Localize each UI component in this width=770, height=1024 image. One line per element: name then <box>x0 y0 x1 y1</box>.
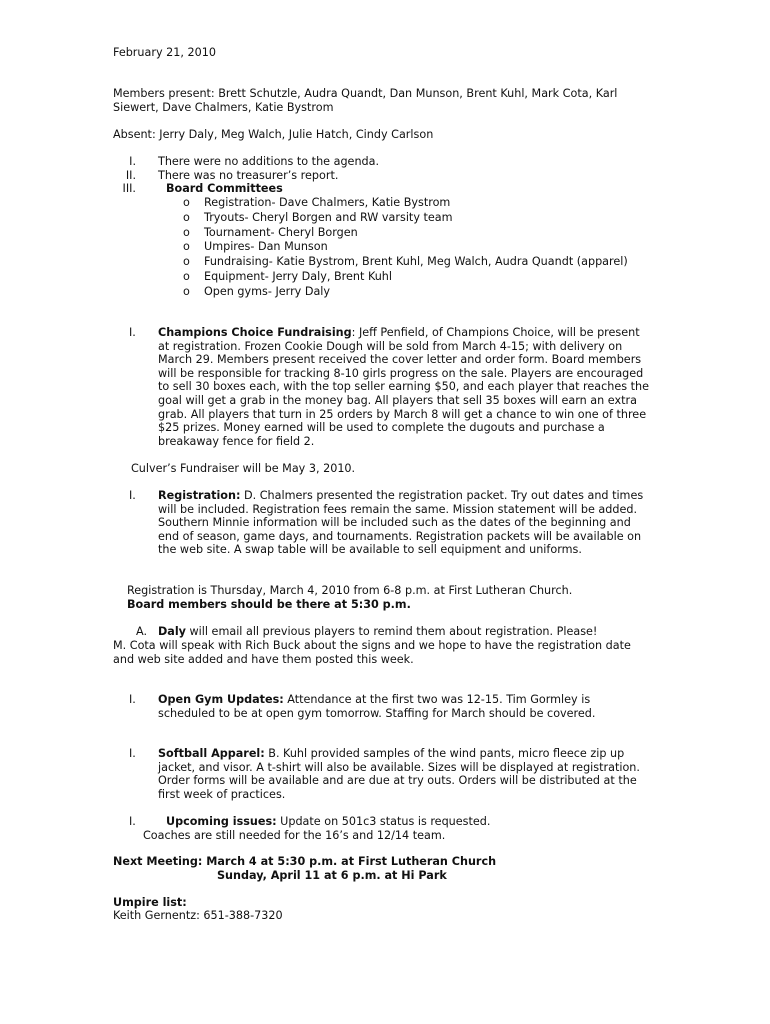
committee-text: Open gyms- Jerry Daly <box>204 284 331 298</box>
upcoming-continuation: Coaches are still needed for the 16’s and 12/14 team. <box>143 829 446 842</box>
umpire-entry: Keith Gernentz: 651-388-7320 <box>113 909 283 922</box>
bullet-marker: o <box>183 225 190 239</box>
daly-letter: A. <box>136 625 148 638</box>
board-members-note: Board members should be there at 5:30 p.m. <box>127 598 411 611</box>
umpire-list-heading: Umpire list: <box>113 896 187 909</box>
bullet-marker: o <box>183 284 190 298</box>
daly-text: will email all previous players to remind them about registration. Please! <box>185 625 598 638</box>
members-present: Members present: Brett Schutzle, Audra Quandt, Dan Munson, Brent Kuhl, Mark Cota, Karl Siewert, Dave Chalmers, Katie Bystrom <box>113 87 618 114</box>
committee-text: Umpires- Dan Munson <box>204 240 328 254</box>
apparel-heading: Softball Apparel: <box>158 747 265 760</box>
open-gym-heading: Open Gym Updates: <box>158 693 284 706</box>
registration-text: D. Chalmers presented the registration packet. Try out dates and times will be included. Registration fees remain the same. Mission statement will be added. Southern Minnie information will be included such as the dates of the beginning and end of season, game days, and tournaments. Registration packets will be available on the web site. A swap table will be available to sell equipment and uniforms. <box>158 489 644 557</box>
board-committees-heading: Board Committees <box>166 182 283 195</box>
fundraising-heading: Champions Choice Fundraising <box>158 326 352 339</box>
bullet-marker: o <box>183 240 190 254</box>
apparel-numeral: I. <box>129 747 136 760</box>
committee-text: Tournament- Cheryl Borgen <box>204 225 358 239</box>
committee-text: Fundraising- Katie Bystrom, Brent Kuhl, Meg Walch, Audra Quandt (apparel) <box>204 255 628 269</box>
upcoming-heading: Upcoming issues: <box>166 815 277 828</box>
bullet-marker: o <box>183 196 190 209</box>
open-gym-section <box>158 693 623 720</box>
daly-line <box>158 625 597 639</box>
fundraising-text: : Jeff Penfield, of Champions Choice, will be present at registration. Frozen Cookie Dough will be sold from March 4-15; with delivery on March 29. Members present received the cover letter and order form. Board members will be responsible for tracking 8-10 girls progress on the sale. Players are encouraged to sell 30 boxes each, with the top seller earning $50, and each player that reaches the goal will get a grab in the money bag. All players that sell 35 boxes will earn an extra grab. All players that turn in 25 orders by March 8 will get a chance to win one of three $25 prizes. Money earned will be used to complete the dugouts and purchase a breakaway fence for field 2. <box>158 326 650 448</box>
apparel-text: B. Kuhl provided samples of the wind pants, micro fleece zip up jacket, and visor. A t-shirt will also be available. Sizes will be displayed at registration. Order forms will be available and are due at try outs. Orders will be distributed at the first week of practices. <box>158 747 640 801</box>
upcoming-text: Update on 501c3 status is requested. <box>276 815 491 828</box>
committee-list <box>183 196 663 302</box>
next-meeting-line-2: Sunday, April 11 at 6 p.m. at Hi Park <box>217 869 447 882</box>
registration-section <box>158 489 653 557</box>
fundraising-numeral: I. <box>129 326 136 339</box>
fundraising-section <box>158 326 653 448</box>
daly-continuation: M. Cota will speak with Rich Buck about the signs and we hope to have the registration date and web site added and have them posted this week. <box>113 639 631 666</box>
registration-numeral: I. <box>129 489 136 502</box>
apparel-section <box>158 747 648 801</box>
agenda-item-1: There were no additions to the agenda. <box>158 155 380 168</box>
agenda-numeral-1: I. <box>129 155 136 168</box>
committee-text: Equipment- Jerry Daly, Brent Kuhl <box>204 270 393 283</box>
committee-text: Registration- Dave Chalmers, Katie Bystrom <box>204 196 451 209</box>
registration-heading: Registration: <box>158 489 241 502</box>
bullet-marker: o <box>183 210 190 224</box>
bullet-marker: o <box>183 255 190 269</box>
meeting-date: February 21, 2010 <box>113 46 216 59</box>
open-gym-text: Attendance at the first two was 12-15. Tim Gormley is scheduled to be at open gym tomorrow. Staffing for March should be covered. <box>158 693 596 720</box>
next-meeting-line-1: Next Meeting: March 4 at 5:30 p.m. at First Lutheran Church <box>113 855 497 868</box>
agenda-numeral-2: II. <box>125 169 136 182</box>
absent-list: Absent: Jerry Daly, Meg Walch, Julie Hatch, Cindy Carlson <box>113 128 434 141</box>
agenda-item-2: There was no treasurer’s report. <box>158 169 339 182</box>
open-gym-numeral: I. <box>129 693 136 706</box>
registration-date: Registration is Thursday, March 4, 2010 from 6-8 p.m. at First Lutheran Church. <box>127 584 573 597</box>
agenda-numeral-3: III. <box>122 182 136 195</box>
upcoming-numeral: I. <box>129 815 136 828</box>
daly-name: Daly <box>158 625 186 638</box>
culvers-note: Culver’s Fundraiser will be May 3, 2010. <box>131 462 356 475</box>
bullet-marker: o <box>183 270 190 283</box>
committee-text: Tryouts- Cheryl Borgen and RW varsity team <box>204 210 453 224</box>
upcoming-line <box>166 815 490 829</box>
